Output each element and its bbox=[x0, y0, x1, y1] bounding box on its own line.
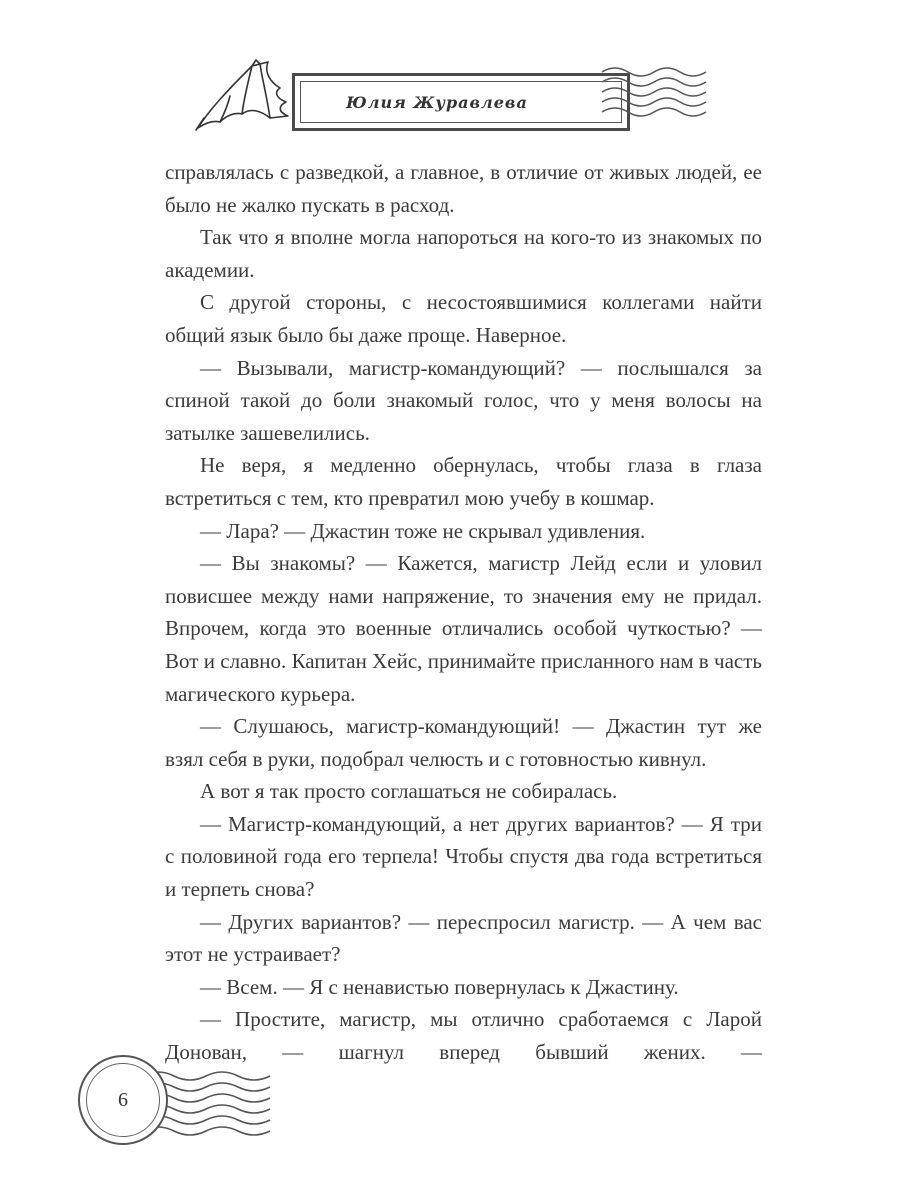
paragraph: А вот я так просто соглашаться не собиралась. bbox=[200, 779, 618, 804]
author-banner bbox=[292, 73, 630, 131]
page-header bbox=[0, 0, 900, 150]
dragon-wing-icon bbox=[190, 58, 300, 133]
paragraph: — Других вариантов? — переспросил магистр. — А чем вас этот не устраивает? bbox=[165, 909, 762, 967]
page-number: 6 bbox=[118, 1088, 128, 1111]
postmark-lines-icon bbox=[600, 62, 710, 132]
paragraph: — Вы знакомы? — Кажется, магистр Лейд если и уловил повисшее между нами напряжение, то значения ему не придал. Впрочем, когда это военные отличались особой чуткостью? — Вот и славно. Капитан Хейс, принимайте присланного нам в часть магического курьера. bbox=[165, 551, 762, 706]
paragraph: — Лара? — Джастин тоже не скрывал удивления. bbox=[200, 518, 646, 543]
paragraph: С другой стороны, с несостоявшимися коллегами найти общий язык было бы даже проще. Наверное. bbox=[165, 290, 762, 347]
paragraph: Не веря, я медленно обернулась, чтобы глаза в глаза встретиться с тем, кто превратил мою учебу в кошмар. bbox=[165, 453, 762, 510]
author-banner-inner bbox=[300, 81, 622, 123]
paragraph: — Вызывали, магистр-командующий? — послышался за спиной такой до боли знакомый голос, что у меня волосы на затылке зашевелились. bbox=[165, 355, 762, 445]
page-number-stamp bbox=[78, 1055, 168, 1145]
paragraph: — Всем. — Я с ненавистью повернулась к Джастину. bbox=[200, 974, 679, 999]
stamp-inner-ring bbox=[86, 1063, 160, 1137]
paragraph: — Простите, магистр, мы отлично сработаемся с Ларой Донован, — шагнул вперед бывший жених. — bbox=[165, 1007, 762, 1065]
author-name: Юлия Журавлева bbox=[346, 92, 528, 112]
paragraph: — Слушаюсь, магистр-командующий! — Джастин тут же взял себя в руки, подобрал челюсть и с готовностью кивнул. bbox=[165, 714, 762, 771]
body-text bbox=[165, 156, 762, 1069]
paragraph: — Магистр-командующий, а нет других вариантов? — Я три с половиной года его терпела! Чтобы спустя два года встретиться и терпеть снова? bbox=[165, 811, 762, 902]
paragraph: Так что я вполне могла напороться на кого-то из знакомых по академии. bbox=[165, 225, 762, 282]
paragraph: справлялась с разведкой, а главное, в отличие от живых людей, ее было не жалко пускать в расход. bbox=[165, 160, 762, 217]
